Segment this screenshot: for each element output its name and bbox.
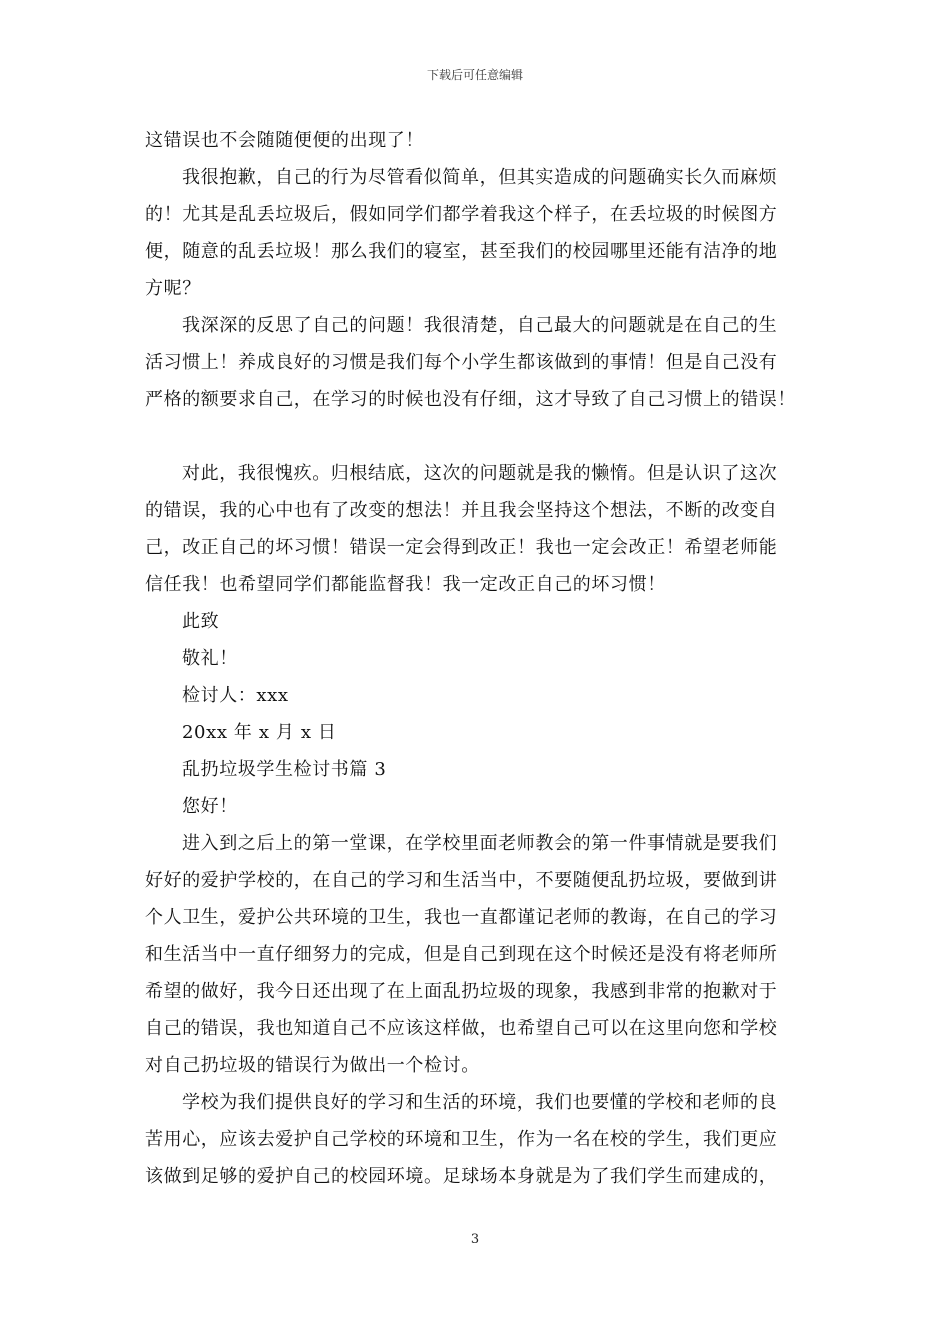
- paragraph-line: 对自己扔垃圾的错误行为做出一个检讨。: [145, 1055, 480, 1076]
- paragraph-line: 进入到之后上的第一堂课，在学校里面老师教会的第一件事情就是要我们: [182, 833, 778, 854]
- paragraph-line: 该做到足够的爱护自己的校园环境。足球场本身就是为了我们学生而建成的，: [145, 1166, 778, 1187]
- paragraph-line: 学校为我们提供良好的学习和生活的环境，我们也要懂的学校和老师的良: [182, 1092, 778, 1113]
- paragraph-line: 希望的做好，我今日还出现了在上面乱扔垃圾的现象，我感到非常的抱歉对于: [145, 981, 778, 1002]
- paragraph-line: 苦用心，应该去爱护自己学校的环境和卫生，作为一名在校的学生，我们更应: [145, 1129, 778, 1150]
- paragraph-line: 对此，我很愧疚。归根结底，这次的问题就是我的懒惰。但是认识了这次: [182, 463, 778, 484]
- paragraph-line: 我深深的反思了自己的问题！我很清楚，自己最大的问题就是在自己的生: [182, 315, 778, 336]
- section-title: 乱扔垃圾学生检讨书篇 3: [182, 759, 387, 780]
- date-line: 20xx 年 x 月 x 日: [182, 722, 337, 743]
- paragraph-line: 自己的错误，我也知道自己不应该这样做，也希望自己可以在这里向您和学校: [145, 1018, 778, 1039]
- signature-line: 检讨人：xxx: [182, 685, 289, 706]
- page-header: 下载后可任意编辑: [426, 68, 523, 82]
- paragraph-line: 活习惯上！养成良好的习惯是我们每个小学生都该做到的事情！但是自己没有: [145, 352, 778, 373]
- page-number: 3: [470, 1232, 480, 1247]
- paragraph-line: 个人卫生，爱护公共环境的卫生，我也一直都谨记老师的教诲，在自己的学习: [145, 907, 778, 928]
- paragraph-line: 我很抱歉，自己的行为尽管看似简单，但其实造成的问题确实长久而麻烦: [182, 167, 778, 188]
- paragraph-line: 的错误，我的心中也有了改变的想法！并且我会坚持这个想法，不断的改变自: [145, 500, 778, 521]
- paragraph-line: 己，改正自己的坏习惯！错误一定会得到改正！我也一定会改正！希望老师能: [145, 537, 778, 558]
- paragraph-line: 好好的爱护学校的，在自己的学习和生活当中，不要随便乱扔垃圾，要做到讲: [145, 870, 778, 891]
- paragraph-line: 严格的额要求自己，在学习的时候也没有仔细，这才导致了自己习惯上的错误！: [145, 389, 796, 410]
- document-body: [145, 122, 807, 1195]
- paragraph-line: 这错误也不会随随便便的出现了！: [145, 130, 424, 151]
- paragraph-line: 和生活当中一直仔细努力的完成，但是自己到现在这个时候还是没有将老师所: [145, 944, 778, 965]
- paragraph-line: 信任我！也希望同学们都能监督我！我一定改正自己的坏习惯！: [145, 574, 666, 595]
- greeting-line: 您好！: [182, 796, 238, 817]
- paragraph-gap: [145, 418, 807, 455]
- paragraph-line: 方呢？: [145, 278, 201, 299]
- paragraph-line: 的！尤其是乱丢垃圾后，假如同学们都学着我这个样子，在丢垃圾的时候图方: [145, 204, 778, 225]
- closing-line: 此致: [182, 611, 220, 632]
- paragraph-line: 便，随意的乱丢垃圾！那么我们的寝室，甚至我们的校园哪里还能有洁净的地: [145, 241, 778, 262]
- closing-line: 敬礼！: [182, 648, 238, 669]
